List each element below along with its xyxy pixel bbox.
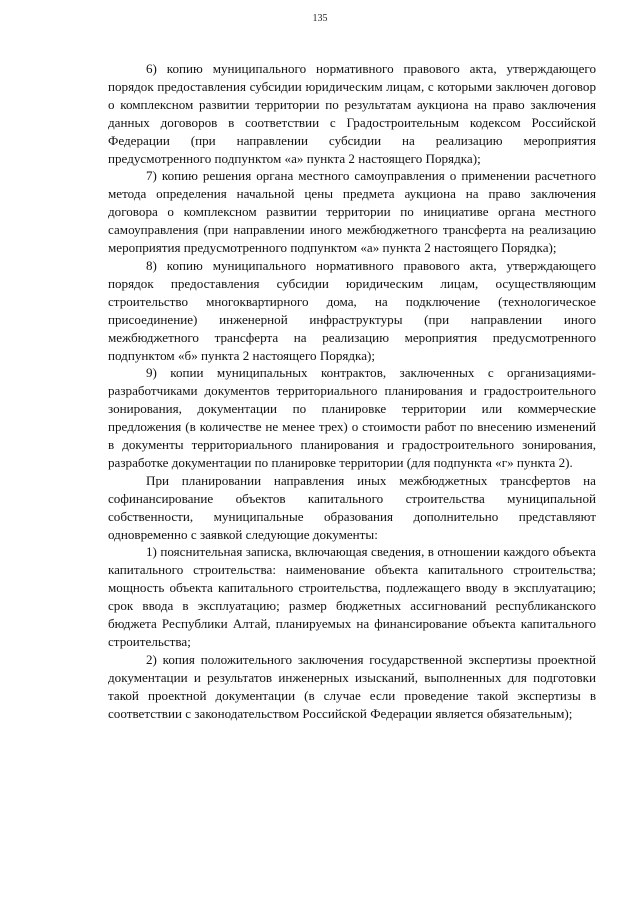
paragraph-doc-2: 2) копия положительного заключения государственной экспертизы проектной документации и результатов инженерных изысканий, выполненных для подготовки такой проектной документации (в случае если проведение такой экспертизы в соответствии с законодательством Российской Федерации является обязательным); (108, 651, 596, 721)
paragraph-item-9: 9) копии муниципальных контрактов, заключенных с организациями-разработчиками документов территориального планирования и градостроительного зонирования, документации по планировке территории или коммерческие предложения (в количестве не менее трех) о стоимости работ по внесению изменений в документы территориального планирования и градостроительного зонирования, разработке документации по планировке территории (для подпункта «г» пункта 2). (108, 365, 596, 470)
paragraph-item-7: 7) копию решения органа местного самоуправления о применении расчетного метода определения начальной цены предмета аукциона на право заключения договора о комплексном развитии территории по инициативе органа местного самоуправления (при направлении иного межбюджетного трансферта на реализацию мероприятия предусмотренного подпунктом «а» пункта 2 настоящего Порядка); (108, 168, 596, 256)
paragraph-cofinancing-intro: При планировании направления иных межбюджетных трансфертов на софинансирование объектов капитального строительства муниципальной собственности, муниципальные образования дополнительно представляют одновременно с заявкой следующие документы: (108, 472, 596, 542)
paragraph-doc-1: 1) пояснительная записка, включающая сведения, в отношении каждого объекта капитального строительства: наименование объекта капитального строительства; мощность объекта капитального строительства, подлежащего вводу в эксплуатацию; срок ввода в эксплуатацию; размер бюджетных ассигнований республиканского бюджета Республики Алтай, планируемых на финансирование объекта капитального строительства; (108, 544, 596, 649)
page-number: 135 (312, 13, 328, 24)
document-body (108, 60, 596, 723)
paragraph-item-8: 8) копию муниципального нормативного правового акта, утверждающего порядок предоставления субсидии юридическим лицам, осуществляющим строительство многоквартирного дома, на подключение (технологическое присоединение) инженерной инфраструктуры (при направлении иного межбюджетного трансферта на реализацию мероприятия предусмотренного подпунктом «б» пункта 2 настоящего Порядка); (108, 257, 596, 363)
paragraph-item-6: 6) копию муниципального нормативного правового акта, утверждающего порядок предоставления субсидии юридическим лицам, с которыми заключен договор о комплексном развитии территории по результатам аукциона на право заключения данных договоров в соответствии с Градостроительным кодексом Российской Федерации (при направлении субсидии на реализацию мероприятия предусмотренного подпунктом «а» пункта 2 настоящего Порядка); (108, 61, 596, 166)
